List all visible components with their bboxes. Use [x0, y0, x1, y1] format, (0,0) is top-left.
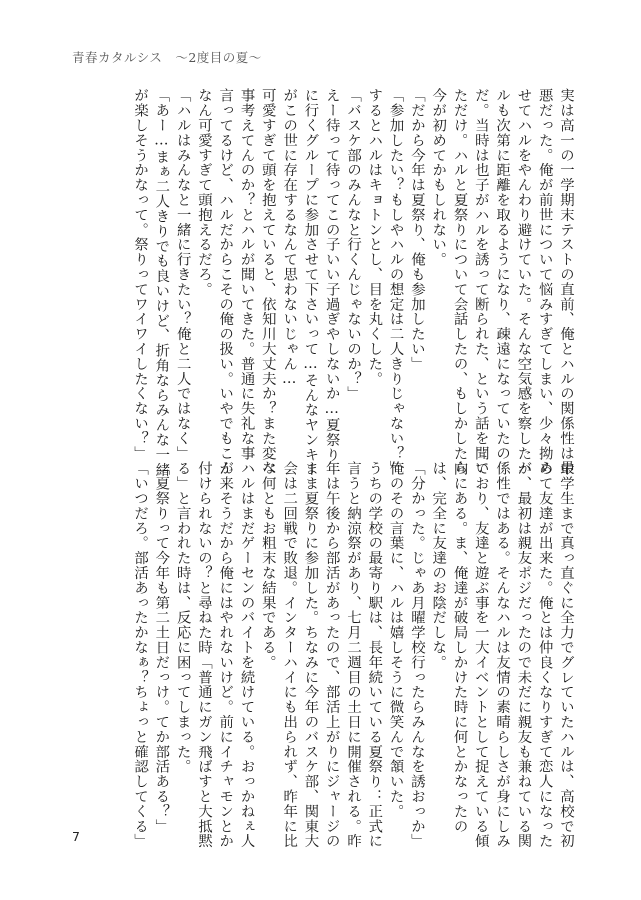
text-line: うちの学校の最寄り駅は、長年続いている夏祭り：正式に: [366, 461, 383, 849]
text-line: 年は午後から部活があったので、部活上がりにジャージの: [323, 461, 340, 849]
text-line: 「バスケ部のみんなと行くんじゃないのか？」: [345, 88, 362, 401]
text-line: 「いつだろ。部活あったかなぁ？ちょっと確認してくる」: [132, 461, 149, 849]
text-line: 実は高一の一学期末テストの直前、俺とハルの関係性は最: [558, 88, 574, 476]
text-line: 付けられないの？と尋ねた時「普通にガン飛ばすと大抵黙: [195, 461, 212, 849]
text-line: が楽しそうかなって。祭りってワイワイしたくない？」: [132, 88, 149, 461]
text-line: 事考えてんのか？とハルが聞いてきた。普通に失礼な事: [238, 88, 255, 461]
text-line: 言ってるけど、ハルだからこその俺の扱い。いやでもこん: [217, 88, 234, 476]
text-line: 「だから今年は夏祭り、俺も参加したい」: [408, 88, 425, 372]
text-line: 悪だった。俺が前世について悩みすぎてしまい、少々拗ら: [536, 88, 553, 476]
text-line: なん可愛すぎて頭抱えるだろ。: [195, 88, 212, 297]
text-line: せてハルをやんわり避けていた。そんな空気感を察したハ: [515, 88, 532, 476]
text-line: 会は二回戦で敗退。インターハイにも出られず、昨年に比: [281, 461, 298, 849]
text-line: 俺のその言葉に、ハルは嬉しそうに微笑んで頷いた。: [387, 461, 404, 819]
lower-text-block: [92, 461, 576, 849]
text-line: ており、友達と遊ぶ事を一大イベントとして捉えている傾: [472, 461, 489, 849]
text-line: べ何ともお粗末な結果である。: [259, 461, 276, 670]
upper-text-block: [76, 88, 576, 477]
text-line: ただけ。ハルと夏祭りについて会話したの、もしかしたら: [451, 88, 468, 476]
text-line: 言うと納涼祭があり、七月二週目の土日に開催される。昨: [345, 461, 362, 849]
text-line: は、完全に友達のお陰だしな。: [430, 461, 447, 670]
text-line: る」と言われた時は、反応に困ってしまった。: [174, 461, 191, 774]
text-line: 向にある。ま、俺達が破局しかけた時に何とかなったの: [451, 461, 468, 834]
text-line: 今が初めてかもしれない。: [430, 88, 447, 267]
text-line: えー待って待ってこの子いい子過ぎやしないか…夏祭り: [323, 88, 340, 463]
text-line: 「夏祭りって今年も第二土日だっけ。てか部活ある？」: [153, 461, 170, 834]
text-line: が来そうだから俺にはやれないけど。前にイチャモンとか: [217, 461, 234, 849]
text-line: めて友達が出来た。俺とは仲良くなりすぎて恋人になった: [536, 461, 553, 849]
text-line: に行くグループに参加させて下さいって…そんなヤンキー: [302, 88, 319, 477]
text-line: ルも次第に距離を取るようになり、疎遠になっていたの: [494, 88, 511, 461]
text-line: 「あー…まぁ二人きりでも良いけど、折角ならみんな一緒: [153, 88, 170, 477]
page-number: 7: [72, 829, 80, 844]
text-line: ハルはまだゲーセンのバイトを続けている。おっかねぇ人: [238, 461, 255, 849]
text-line: 「分かった。じゃあ月曜学校行ったらみんなを誘おっか」: [408, 461, 425, 849]
text-line: 中学生まで真っ直ぐに全力でグレていたハルは、高校で初: [558, 461, 574, 849]
text-line: 可愛すぎて頭を抱えていると、依知川大丈夫か？また変な: [259, 88, 276, 476]
text-line: するとハルはキョトンとし、目を丸くした。: [366, 88, 383, 386]
text-line: 「ハルはみんなと一緒に行きたい？俺と二人ではなく」: [174, 88, 191, 461]
running-header: 青春カタルシス 〜2度目の夏〜: [72, 50, 262, 65]
text-line: 係性ではある。そんなハルは友情の素晴らしさが身にしみ: [494, 461, 511, 849]
text-line: がこの世に存在するなんて思わないじゃん…: [281, 88, 298, 388]
text-line: 「参加したい？もしやハルの想定は二人きりじゃない？」: [387, 88, 404, 476]
text-line: まま夏祭りに参加した。ちなみに今年のバスケ部、関東大: [302, 461, 319, 849]
text-line: が、最初は親友ポジだったので未だに親友も兼ねている関: [515, 461, 532, 849]
text-line: だ。当時は也子がハルを誘って断られた、という話を聞い: [472, 88, 489, 476]
